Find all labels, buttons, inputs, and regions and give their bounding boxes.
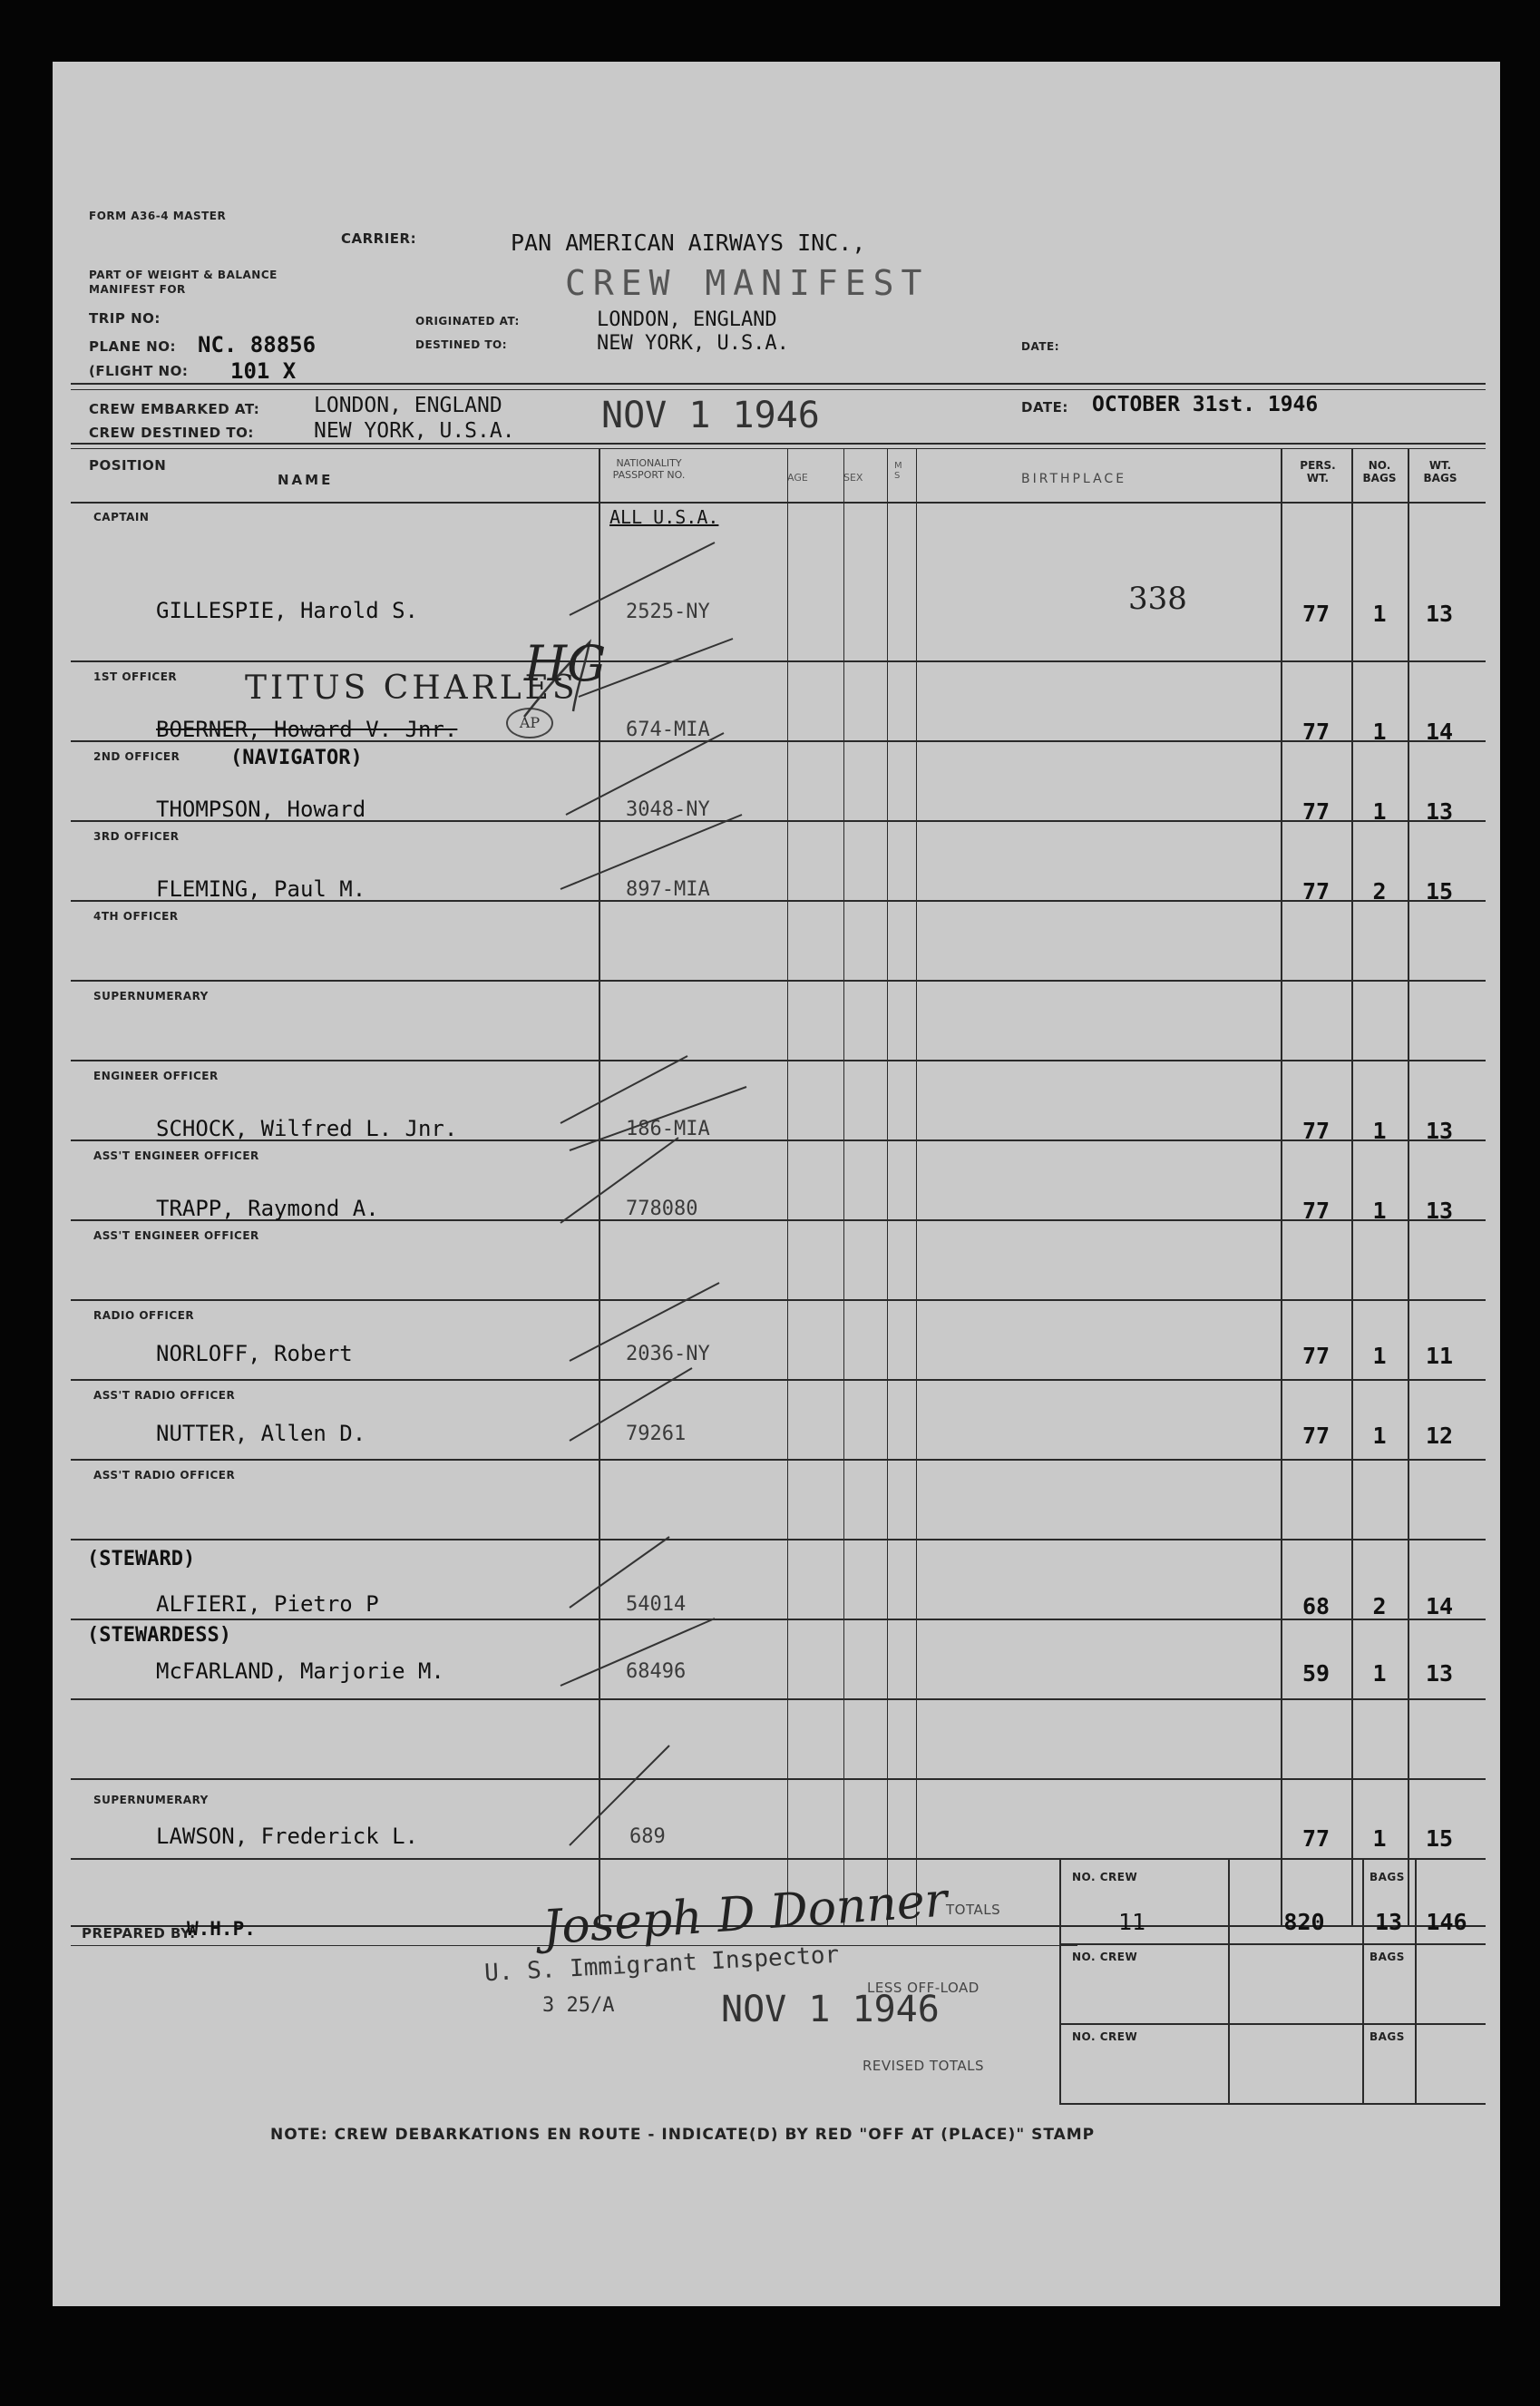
row-bags: 1: [1372, 1825, 1387, 1852]
flight-no-value: 101 X: [230, 358, 297, 384]
row-wt-bags: 13: [1425, 601, 1454, 627]
bags-label-offload: BAGS: [1369, 1951, 1405, 1963]
date-label: DATE:: [1021, 399, 1068, 416]
row-passport: 897-MIA: [626, 878, 710, 901]
inspector-code: 3 25/A: [542, 1994, 615, 2017]
row-pers-wt: 77: [1301, 878, 1330, 905]
row-passport: 79261: [626, 1423, 687, 1445]
row-bags: 1: [1372, 1343, 1387, 1369]
bags-weight-total: 146: [1426, 1909, 1467, 1935]
column-header-nationality: NATIONALITY PASSPORT NO.: [612, 457, 686, 481]
row-position: CAPTAIN: [93, 511, 150, 523]
row-name: NUTTER, Allen D.: [156, 1421, 366, 1446]
row-wt-bags: 13: [1425, 1660, 1454, 1687]
row-name: LAWSON, Frederick L.: [156, 1824, 418, 1849]
row-name: SCHOCK, Wilfred L. Jnr.: [156, 1116, 458, 1141]
captain-initials: HG: [524, 635, 607, 692]
column-header-ms: M S: [894, 461, 902, 481]
row-bags: 2: [1372, 878, 1387, 905]
row-bags: 1: [1372, 1198, 1387, 1224]
row-pers-wt: 77: [1301, 1423, 1330, 1449]
row-name: THOMPSON, Howard: [156, 797, 366, 822]
row-wt-bags: 14: [1425, 1593, 1454, 1619]
row-passport: 689: [629, 1825, 666, 1848]
row-position: 1ST OFFICER: [93, 670, 178, 683]
part-of-label-2: MANIFEST FOR: [89, 283, 186, 296]
bags-value: 13: [1374, 1909, 1403, 1935]
footer-note: NOTE: CREW DEBARKATIONS EN ROUTE - INDICATE(D) BY RED "OFF AT (PLACE)" STAMP: [270, 2126, 1096, 2144]
inspector-signature: Joseph D Donner: [541, 1873, 950, 1956]
row-passport: 54014: [626, 1593, 687, 1616]
row-passport: 3048-NY: [626, 798, 710, 821]
row-wt-bags: 11: [1425, 1343, 1454, 1369]
no-crew-value: 11: [1117, 1909, 1146, 1935]
inspector-date-stamp: NOV 1 1946: [721, 1989, 940, 2030]
totals-label: TOTALS: [946, 1902, 1001, 1918]
plane-no-label: PLANE NO:: [89, 338, 176, 355]
prepared-by-label: PREPARED BY:: [82, 1925, 196, 1941]
row-pers-wt: 77: [1301, 1825, 1330, 1852]
originated-label: ORIGINATED AT:: [415, 315, 520, 328]
date-value: OCTOBER 31st. 1946: [1092, 393, 1319, 416]
inspector-title: U. S. Immigrant Inspector: [483, 1941, 840, 1988]
row-position: ENGINEER OFFICER: [93, 1070, 219, 1082]
row-bags: 1: [1372, 601, 1387, 627]
row-position: RADIO OFFICER: [93, 1309, 195, 1322]
row-pers-wt: 77: [1301, 1343, 1330, 1369]
row-pers-wt: 77: [1301, 1198, 1330, 1224]
column-header-wt-bags: WT. BAGS: [1423, 459, 1457, 484]
bags-label-revised: BAGS: [1369, 2030, 1405, 2043]
column-header-name: NAME: [278, 472, 334, 488]
row-position: (STEWARDESS): [87, 1624, 231, 1647]
row-position: 3RD OFFICER: [93, 830, 180, 843]
row-wt-bags: 15: [1425, 1825, 1454, 1852]
column-header-no-bags: NO. BAGS: [1362, 459, 1397, 484]
trip-no-label: TRIP NO:: [89, 310, 161, 327]
column-header-sex: SEX: [843, 472, 863, 484]
no-crew-label: NO. CREW: [1072, 1871, 1138, 1883]
row-pers-wt: 77: [1301, 798, 1330, 825]
row-wt-bags: 13: [1425, 1198, 1454, 1224]
row-name: McFARLAND, Marjorie M.: [156, 1658, 444, 1684]
column-header-age: AGE: [787, 472, 808, 484]
row-pers-wt: 59: [1301, 1660, 1330, 1687]
initials-circle: AP: [506, 708, 553, 738]
row-position: SUPERNUMERARY: [93, 990, 209, 1002]
row-bags: 1: [1372, 798, 1387, 825]
manifest-paper: [53, 62, 1500, 2306]
column-header-birthplace: BIRTHPLACE: [1021, 472, 1127, 486]
part-of-label-1: PART OF WEIGHT & BALANCE: [89, 269, 278, 281]
row-birthplace: 338: [1128, 581, 1187, 617]
row-wt-bags: 14: [1425, 719, 1454, 745]
column-header-position: POSITION: [89, 457, 167, 474]
destined-label: DESTINED TO:: [415, 338, 508, 351]
row-bags: 1: [1372, 1118, 1387, 1144]
row-position: SUPERNUMERARY: [93, 1794, 209, 1806]
column-header-pers-wt: PERS. WT.: [1300, 459, 1336, 484]
row-position: ASS'T RADIO OFFICER: [93, 1469, 236, 1482]
row-passport: 186-MIA: [626, 1118, 710, 1140]
row-bags: 2: [1372, 1593, 1387, 1619]
row-pers-wt: 68: [1301, 1593, 1330, 1619]
carrier-label: CARRIER:: [341, 230, 417, 247]
crew-destined-label: CREW DESTINED TO:: [89, 425, 254, 441]
less-offload-label: LESS OFF-LOAD: [867, 1980, 980, 1996]
carrier-value: PAN AMERICAN AIRWAYS INC.,: [511, 230, 866, 256]
all-usa-note: ALL U.S.A.: [609, 506, 719, 528]
row-bags: 1: [1372, 1660, 1387, 1687]
row-passport: 2036-NY: [626, 1343, 710, 1365]
no-crew-label-revised: NO. CREW: [1072, 2030, 1138, 2043]
row-name: GILLESPIE, Harold S.: [156, 598, 418, 623]
row-position: ASS'T ENGINEER OFFICER: [93, 1229, 259, 1242]
row-name: NORLOFF, Robert: [156, 1341, 353, 1366]
plane-no-value: NC. 88856: [198, 332, 317, 357]
row-passport: 2525-NY: [626, 601, 710, 623]
bags-label: BAGS: [1369, 1871, 1405, 1883]
form-number: FORM A36-4 MASTER: [89, 210, 227, 222]
prepared-by-value: W.H.P.: [187, 1918, 256, 1940]
row-name: BOERNER, Howard V. Jnr.: [156, 717, 458, 742]
row-position: 4TH OFFICER: [93, 910, 179, 923]
row-name: TRAPP, Raymond A.: [156, 1196, 379, 1221]
row-pers-wt: 77: [1301, 719, 1330, 745]
flight-no-label: (FLIGHT NO:: [89, 363, 189, 379]
row-wt-bags: 15: [1425, 878, 1454, 905]
row-bags: 1: [1372, 1423, 1387, 1449]
row-name: ALFIERI, Pietro P: [156, 1591, 379, 1617]
row-passport: 778080: [626, 1198, 698, 1220]
row-position: ASS'T RADIO OFFICER: [93, 1389, 236, 1402]
crew-destined-value: NEW YORK, U.S.A.: [314, 419, 515, 443]
originated-value: LONDON, ENGLAND: [597, 308, 777, 331]
row-position: 2ND OFFICER: [93, 750, 180, 763]
no-crew-label-offload: NO. CREW: [1072, 1951, 1138, 1963]
page-title: CREW MANIFEST: [565, 263, 930, 303]
total-weight-value: 820: [1283, 1909, 1325, 1935]
row-pers-wt: 77: [1301, 1118, 1330, 1144]
embarked-label: CREW EMBARKED AT:: [89, 401, 260, 417]
destined-value: NEW YORK, U.S.A.: [597, 332, 789, 355]
row-bags: 1: [1372, 719, 1387, 745]
row-passport: 68496: [626, 1660, 687, 1683]
row-name: FLEMING, Paul M.: [156, 876, 366, 902]
date-label-top: DATE:: [1021, 340, 1059, 353]
revised-totals-label: REVISED TOTALS: [863, 2058, 985, 2074]
row-wt-bags: 12: [1425, 1423, 1454, 1449]
embarked-value: LONDON, ENGLAND: [314, 394, 502, 417]
navigator-note: (NAVIGATOR): [230, 747, 363, 769]
row-wt-bags: 13: [1425, 1118, 1454, 1144]
handwritten-name: TITUS CHARLES: [245, 670, 579, 707]
received-date-stamp: NOV 1 1946: [601, 395, 820, 436]
row-pers-wt: 77: [1301, 601, 1330, 627]
row-position: (STEWARD): [87, 1548, 196, 1570]
row-passport: 674-MIA: [626, 719, 710, 741]
row-wt-bags: 13: [1425, 798, 1454, 825]
row-position: ASS'T ENGINEER OFFICER: [93, 1149, 259, 1162]
